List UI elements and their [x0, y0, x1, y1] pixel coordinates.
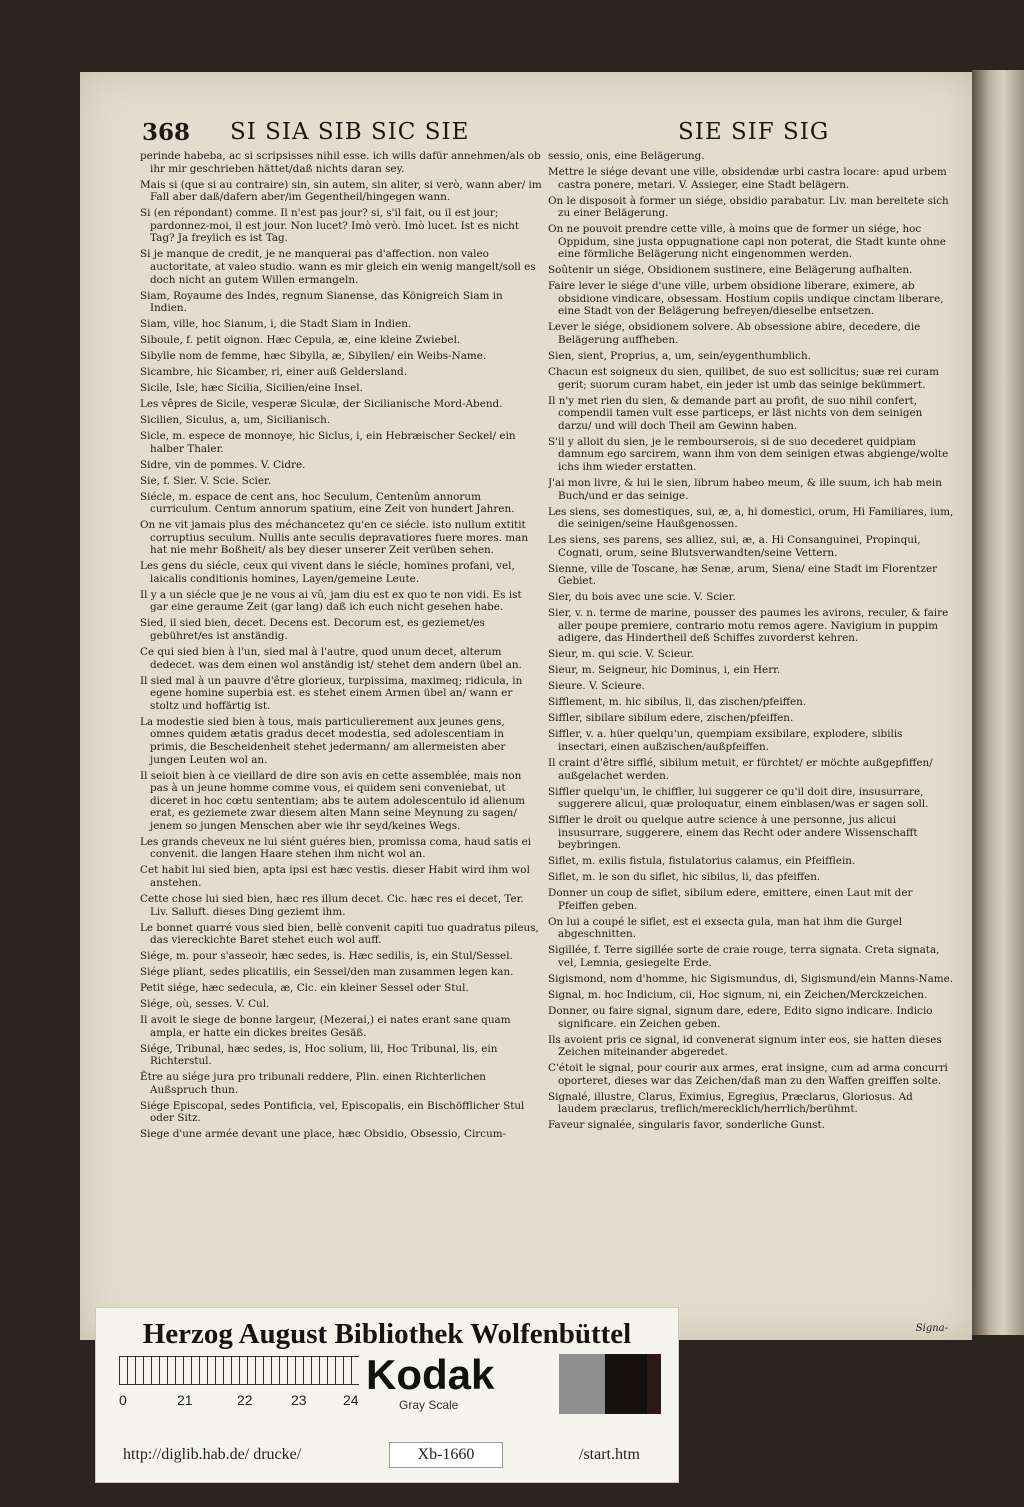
dictionary-entry: Sie, f. Sier. V. Scie. Scier.	[140, 474, 272, 487]
dictionary-entry: C'étoit le signal, pour courir aux armes, erat insigne, cum ad arma concurri oporteret, dieses war das Zeichen/daß man zu den Waffen greiffen solte.	[548, 1062, 948, 1087]
dictionary-entry: On ne pouvoit prendre cette ville, à moins que de former un siége, hoc Oppidum, sine justa oppugnatione capi non poterat, die Stadt kunte ohne eine förmliche Belägerung nicht eingenommen werden.	[548, 223, 946, 261]
ruler-labels	[119, 1392, 369, 1408]
dictionary-entry: perinde habeba, ac si scripsisses nihil esse. ich wills dafür annehmen/als ob ihr mir geschrieben hättet/daß nichts daran sey.	[140, 150, 541, 175]
dictionary-entry: Siffler quelqu'un, le chiffler, lui suggerer ce qu'il doit dire, insusurrare, suggerere alicui, quæ proloquatur, einem einblasen/was er sagen soll.	[548, 785, 929, 811]
dictionary-entry: Mais si (que si au contraire) sin, sin autem, sin aliter, si verò, wann aber/ im Fall aber daß/dafern aber/im Gegentheil/hingegen wann.	[140, 178, 542, 204]
dictionary-entry: Sicile, Isle, hæc Sicilia, Sicilien/eine Insel.	[140, 382, 363, 395]
dictionary-entry: Il y a un siécle que je ne vous ai vû, jam diu est ex quo te non vidi. Es ist gar eine geraume Zeit (gar lang) daß ich euch nicht gesehen habe.	[140, 588, 522, 614]
dictionary-entry: Il avoit le siege de bonne largeur, (Mezerai,) ei nates erant sane quam ampla, er hatte ein dickes breites Gesäß.	[140, 1014, 511, 1039]
dictionary-entry: Donner, ou faire signal, signum dare, edere, Edito signo indicare. Indicio significare. ein Zeichen geben.	[548, 1004, 933, 1030]
dictionary-entry: Signalé, illustre, Clarus, Eximius, Egregius, Præclarus, Gloriosus. Ad laudem præclarus, treflich/merecklich/herrlich/berühmt.	[548, 1090, 913, 1116]
dictionary-entry: Siége pliant, sedes plicatilis, ein Sessel/den man zusammen legen kan.	[140, 966, 514, 979]
dictionary-entry: Sicambre, hic Sicamber, ri, einer auß Geldersland.	[140, 366, 408, 379]
facing-page-edge	[972, 70, 1024, 1335]
book-page	[80, 72, 972, 1340]
dictionary-entry: Les grands cheveux ne lui siént guéres bien, promissa coma, haud satis ei convenit. die langen Haare stehen ihm nicht wol an.	[140, 835, 532, 861]
catchword: Signa-	[915, 1323, 948, 1334]
dictionary-entry: Siboule, f. petit oignon. Hæc Cepula, æ, eine kleine Zwiebel.	[140, 334, 461, 347]
dictionary-entry: Signal, m. hoc Indicium, cii, Hoc signum, ni, ein Zeichen/Merckzeichen.	[548, 988, 928, 1001]
dictionary-entry: Si (en répondant) comme. Il n'est pas jour? si, s'il fait, ou il est jour; pardonnez-moi, il est jour. Non lucet? Imò verò. Imò lucet. Ist es nicht Tag? Ja freylich es ist Tag.	[140, 207, 520, 245]
dictionary-entry: Il sied mal à un pauvre d'être glorieux, turpissima, maximeq; ridicula, in egene homine superbia est. es stehet einem Armen übel an/ wann er stoltz und hoffärtig ist.	[140, 674, 523, 712]
running-head	[80, 119, 972, 153]
dictionary-entry: Il n'y met rien du sien, & demande part au profit, de suo nihil confert, compendii tamen vult esse particeps, er läst nichts von dem seinigen darzu/ und will doch Theil am Gewinn haben.	[548, 394, 923, 432]
running-head-left: SI SIA SIB SIC SIE	[230, 119, 470, 145]
dictionary-entry: On lui a coupé le siflet, est ei exsecta gula, man hat ihm die Gurgel abgeschnitten.	[548, 915, 903, 941]
url-right: /start.htm	[579, 1446, 640, 1463]
shelfmark: Xb-1660	[389, 1442, 503, 1468]
dictionary-entry: On le disposoit à former un siége, obsidio parabatur. Liv. man bereitete sich zu einer Belägerung.	[548, 194, 949, 220]
dictionary-entry: Ce qui sied bien à l'un, sied mal à l'autre, quod unum decet, alterum dedecet. was dem einen wol anständig ist/ stehet dem andern übel an.	[140, 646, 522, 671]
dictionary-entry: Soûtenir un siége, Obsidionem sustinere, eine Belägerung aufhalten.	[548, 264, 913, 277]
gray-patch-dark	[605, 1354, 647, 1414]
dictionary-entry: Sier, v. n. terme de marine, pousser des paumes les avirons, reculer, & faire aller poupe premiere, contrario motu remos agere. Navigium in puppim adigere, das Hindertheil deß Schiffes zuvorderst kehren.	[548, 607, 949, 645]
gray-patch-black	[647, 1354, 661, 1414]
dictionary-entry: Siége, où, sesses. V. Cul.	[140, 998, 270, 1011]
ruler-label: 22	[237, 1392, 253, 1408]
dictionary-entry: Chacun est soigneux du sien, quilibet, de suo est sollicitus; suæ rei curam gerit; suorum curam habet, ein jeder ist umb das seinige bekümmert.	[548, 366, 939, 391]
dictionary-entry: Siflet, m. le son du siflet, hic sibilus, li, das pfeiffen.	[548, 871, 821, 884]
dictionary-entry: Cet habit lui sied bien, apta ipsi est hæc vestis. dieser Habit wird ihm wol anstehen.	[140, 864, 530, 890]
dictionary-entry: Sigismond, nom d'homme, hic Sigismundus, di, Sigismund/ein Manns-Name.	[548, 972, 954, 985]
dictionary-entry: Sibylle nom de femme, hæc Sibylla, æ, Sibyllen/ ein Weibs-Name.	[140, 350, 487, 363]
ruler-scale	[119, 1356, 359, 1385]
dictionary-entry: Faire lever le siége d'une ville, urbem obsidione liberare, eximere, ab obsidione vindicare, obsessam. Hostium copiis undique cinctam liberare, eine Stadt von der Belägerung befreyen/dieselbe entsetzen.	[548, 280, 944, 318]
dictionary-entry: Siffler, v. a. hüer quelqu'un, quempiam exsibilare, explodere, sibilis insectari, einen außzischen/außpfeiffen.	[548, 728, 903, 753]
dictionary-entry: Il seioit bien à ce vieillard de dire son avis en cette assemblée, mais non pas à un jeune homme comme vous, ei quidem seni conveniebat, ut diceret in hoc cœtu sententiam; abs te autem adolescentulo id alienum erat, es geziemete zwar diesem alten Mann seine Meynung zu sagen/ jenem so jungen Menschen aber wie ihr seyd/keines Wegs.	[140, 769, 526, 832]
color-target-card	[95, 1307, 679, 1483]
dictionary-entry: Siam, ville, hoc Sianum, i, die Stadt Siam in Indien.	[140, 318, 412, 331]
dictionary-entry: Sicle, m. espece de monnoye, hic Siclus, i, ein Hebræischer Seckel/ ein halber Thaler.	[140, 429, 516, 455]
dictionary-entry: Faveur signalée, singularis favor, sonderliche Gunst.	[548, 1119, 825, 1132]
dictionary-entry: Les siens, ses domestiques, sui, æ, a, hi domestici, orum, Hi Familiares, ium, die seinigen/seine Haußgenossen.	[548, 505, 954, 531]
ruler-label: 21	[177, 1392, 193, 1408]
ruler-label: 23	[291, 1392, 307, 1408]
dictionary-entry: La modestie sied bien à tous, mais particulierement aux jeunes gens, omnes quidem ætatis gradus decet modestia, sed adolescentiam in primis, die Bescheidenheit stehet jedermann/ am allermeisten aber jungen Leuten wol an.	[140, 715, 506, 766]
dictionary-entry: Sien, sient, Proprius, a, um, sein/eygenthumblich.	[548, 350, 811, 363]
dictionary-entry: Mettre le siége devant une ville, obsidendæ urbi castra locare: apud urbem castra ponere, metari. V. Assieger, eine Stadt belägern.	[548, 165, 947, 191]
url-left: http://diglib.hab.de/ drucke/	[123, 1446, 302, 1463]
dictionary-entry: Donner un coup de siflet, sibilum edere, emittere, einen Laut mit der Pfeiffen geben.	[548, 887, 913, 912]
library-name: Herzog August Bibliothek Wolfenbüttel	[142, 1318, 632, 1350]
dictionary-entry: Siflet, m. exilis fistula, fistulatorius calamus, ein Pfeifflein.	[548, 855, 856, 868]
dictionary-entry: Cette chose lui sied bien, hæc res illum decet. Cic. hæc res ei decet, Ter. Liv. Salluft. dieses Ding geziemt ihm.	[140, 893, 524, 918]
dictionary-entry: Sifflement, m. hic sibilus, li, das zischen/pfeiffen.	[548, 696, 807, 709]
dictionary-entry: Sidre, vin de pommes. V. Cidre.	[140, 458, 306, 471]
gray-patch-mid	[559, 1354, 605, 1414]
dictionary-entry: Siécle, m. espace de cent ans, hoc Seculum, Centenûm annorum curriculum. Centum annorum spatium, eine Zeit von hundert Jahren.	[140, 490, 515, 516]
dictionary-entry: Lever le siége, obsidionem solvere. Ab obsessione abire, decedere, die Belägerung auffheben.	[548, 321, 921, 347]
dictionary-entry: Siége, Tribunal, hæc sedes, is, Hoc solium, lii, Hoc Tribunal, lis, ein Richterstul.	[140, 1042, 498, 1068]
dictionary-entry: On ne vit jamais plus des méchancetez qu'en ce siécle. isto nullum extitit corruptius seculum. Nullis ante seculis depravatiores fuere mores. man hat nie mehr Boßheit/ als bey dieser unserer Zeit verüben sehen.	[140, 519, 529, 557]
dictionary-entry: Les vêpres de Sicile, vesperæ Siculæ, der Sicilianische Mord-Abend.	[140, 398, 503, 410]
left-column	[140, 150, 542, 1330]
dictionary-entry: Sienne, ville de Toscane, hæ Senæ, arum, Siena/ eine Stadt im Florentzer Gebiet.	[548, 562, 938, 588]
ruler-label: 24	[343, 1392, 359, 1408]
dictionary-entry: Le bonnet quarré vous sied bien, bellè convenit capiti tuo quadratus pileus, das viereckichte Baret stehet euch wol auff.	[140, 921, 539, 947]
dictionary-entry: Les gens du siécle, ceux qui vivent dans le siécle, homines profani, vel, laicalis conditionis homines, Layen/gemeine Leute.	[140, 560, 515, 585]
gray-scale-label: Gray Scale	[399, 1398, 459, 1412]
dictionary-entry: S'il y alloit du sien, je le rembourserois, si de suo decederet quidpiam damnum ego sarcirem, wann ihm von dem seinigen etwas abgienge/wolte ichs ihm wieder erstatten.	[548, 435, 949, 473]
dictionary-entry: Les siens, ses parens, ses alliez, sui, æ, a. Hi Consanguinei, Propinqui, Cognati, orum, seine Blutsverwandten/seine Vettern.	[548, 534, 921, 559]
dictionary-entry: Sier, du bois avec une scie. V. Scier.	[548, 591, 736, 604]
page-number: 368	[142, 119, 191, 146]
dictionary-entry: Siége Episcopal, sedes Pontificia, vel, Episcopalis, ein Bischöfflicher Stul oder Sitz.	[140, 1099, 525, 1125]
ruler-label: 0	[119, 1392, 127, 1408]
dictionary-entry: sessio, onis, eine Belägerung.	[548, 150, 705, 162]
url-row	[96, 1438, 678, 1472]
dictionary-entry: J'ai mon livre, & lui le sien, librum habeo meum, & ille suum, ich hab mein Buch/und er das seinige.	[548, 476, 942, 502]
dictionary-entry: Siffler, sibilare sibilum edere, zischen/pfeiffen.	[548, 712, 794, 725]
running-head-right: SIE SIF SIG	[678, 119, 830, 145]
dictionary-entry: Siége, m. pour s'asseoir, hæc sedes, is. Hæc sedilis, is, ein Stul/Sessel.	[140, 950, 513, 963]
dictionary-entry: Siege d'une armée devant une place, hæc Obsidio, Obsessio, Circum-	[140, 1128, 507, 1141]
right-column	[548, 150, 954, 1330]
dictionary-entry: Sieur, m. qui scie. V. Scieur.	[548, 648, 694, 661]
dictionary-entry: Sieure. V. Scieure.	[548, 680, 645, 693]
dictionary-entry: Sigillée, f. Terre sigillée sorte de craie rouge, terra signata. Creta signata, vel, Lemnia, gesiegelte Erde.	[548, 944, 940, 969]
dictionary-entry: Petit siége, hæc sedecula, æ, Cic. ein kleiner Sessel oder Stul.	[140, 982, 469, 995]
dictionary-entry: Il craint d'être sifflé, sibilum metuit, er fürchtet/ er möchte außgepfiffen/ außgelachet werden.	[548, 756, 933, 782]
dictionary-entry: Siam, Royaume des Indes, regnum Sianense, das Königreich Siam in Indien.	[140, 289, 503, 315]
dictionary-entry: Si je manque de credit, je ne manquerai pas d'affection. non valeo auctoritate, at valeo studio. wann es mir gleich ein wenig mangelt/soll es doch nicht an gutem Willen ermangeln.	[140, 248, 536, 286]
dictionary-entry: Siffler le droit ou quelque autre science à une personne, jus alicui insusurrare, suggerere, einem das Recht oder andere Wissenschafft beybringen.	[548, 814, 918, 852]
dictionary-entry: Sicilien, Siculus, a, um, Sicilianisch.	[140, 413, 331, 426]
dictionary-entry: Ils avoient pris ce signal, id convenerat signum inter eos, sie hatten dieses Zeichen miteinander abgeredet.	[548, 1033, 942, 1059]
kodak-logo: Kodak	[366, 1351, 495, 1398]
dictionary-entry: Sieur, m. Seigneur, hic Dominus, i, ein Herr.	[548, 664, 781, 677]
dictionary-entry: Sied, il sied bien, decet. Decens est. Decorum est, es geziemet/es gebühret/es ist anständig.	[140, 617, 485, 643]
dictionary-entry: Être au siége jura pro tribunali reddere, Plin. einen Richterlichen Außspruch thun.	[140, 1071, 486, 1096]
